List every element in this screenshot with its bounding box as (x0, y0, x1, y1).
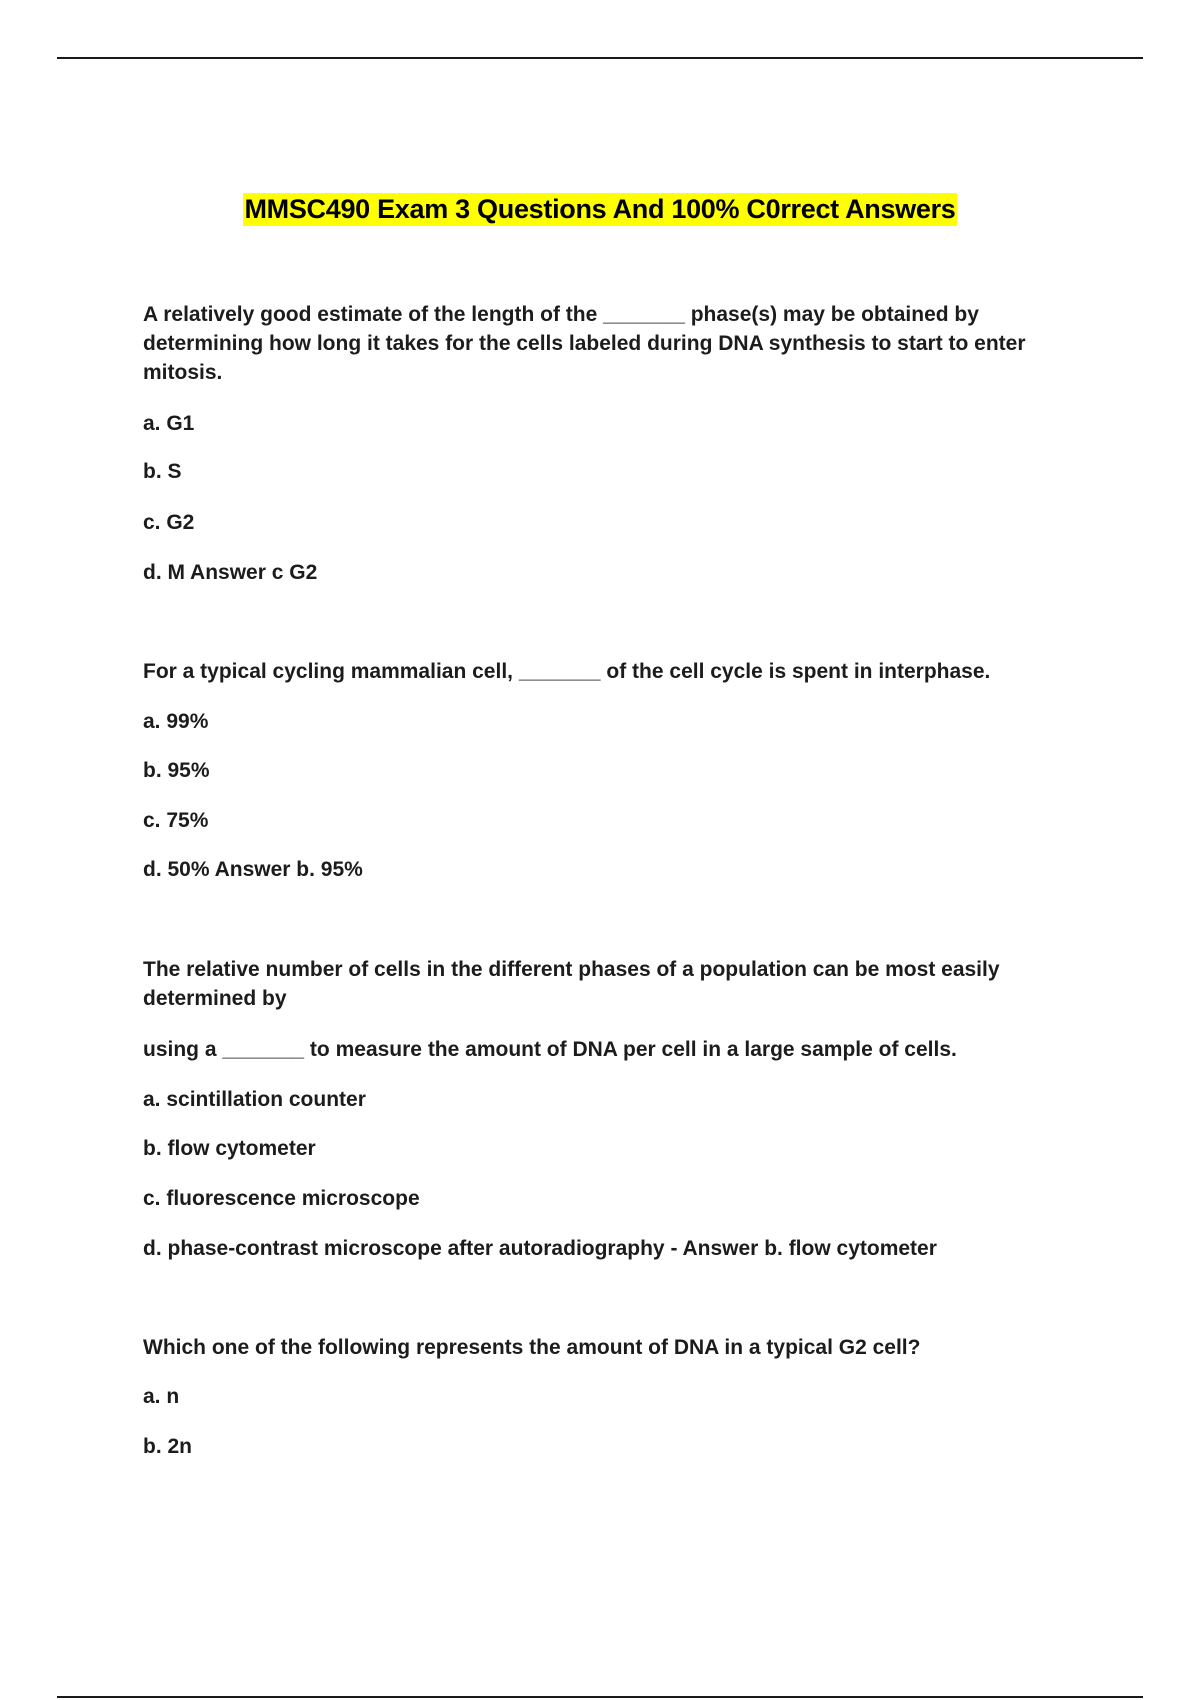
question-4-option-a: a. n (143, 1385, 180, 1408)
question-3-stem: The relative number of cells in the different phases of a population can be most easily determined by (143, 958, 1000, 1010)
bottom-rule (57, 1696, 1143, 1698)
question-1-option-b: b. S (143, 460, 182, 483)
title-container (0, 193, 1200, 226)
question-2-option-d: d. 50% Answer b. 95% (143, 858, 363, 881)
question-2-option-c: c. 75% (143, 809, 209, 832)
question-3-stem-continued: using a _______ to measure the amount of DNA per cell in a large sample of cells. (143, 1038, 957, 1061)
question-1-option-c: c. G2 (143, 511, 195, 534)
top-rule (57, 57, 1143, 59)
question-4-option-b: b. 2n (143, 1435, 193, 1458)
question-2-stem: For a typical cycling mammalian cell, _______ of the cell cycle is spent in interphase. (143, 660, 991, 683)
question-2-option-b: b. 95% (143, 759, 210, 782)
question-1-option-d: d. M Answer c G2 (143, 561, 318, 584)
question-3-option-a: a. scintillation counter (143, 1088, 366, 1111)
question-3-option-d: d. phase-contrast microscope after autoradiography - Answer b. flow cytometer (143, 1237, 937, 1260)
question-1-option-a: a. G1 (143, 412, 195, 435)
question-4-stem: Which one of the following represents the amount of DNA in a typical G2 cell? (143, 1336, 921, 1359)
question-2-option-a: a. 99% (143, 710, 209, 733)
question-1-stem: A relatively good estimate of the length of the _______ phase(s) may be obtained by determining how long it takes for the cells labeled during DNA synthesis to start to enter mitosis. (143, 303, 1026, 384)
document-title: MMSC490 Exam 3 Questions And 100% C0rrect Answers (244, 194, 956, 224)
question-3-option-c: c. fluorescence microscope (143, 1187, 420, 1210)
question-3-option-b: b. flow cytometer (143, 1137, 316, 1160)
